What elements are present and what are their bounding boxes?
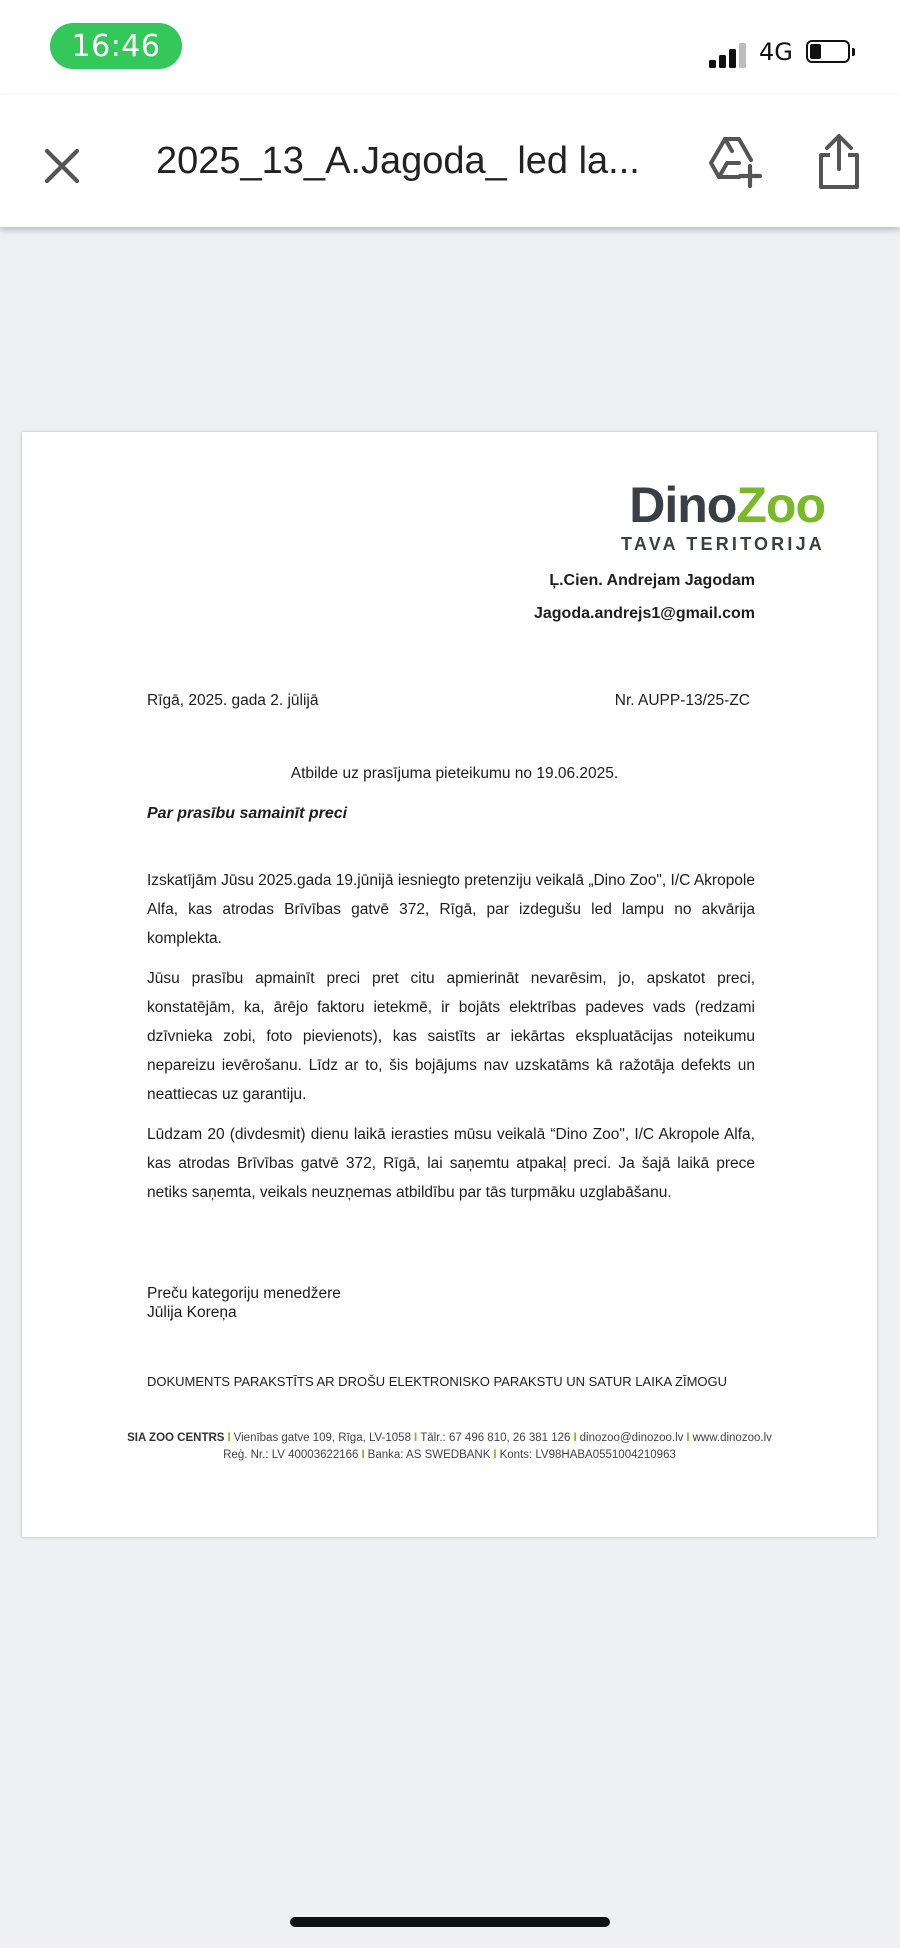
recipient-email: Jagoda.andrejs1@gmail.com (533, 605, 755, 622)
network-type: 4G (759, 38, 793, 66)
clock-time: 16:46 (50, 23, 182, 69)
battery-icon (806, 40, 856, 65)
share-button[interactable] (815, 133, 863, 191)
add-to-drive-icon (707, 135, 763, 189)
letter-body (147, 866, 755, 1218)
close-icon (38, 142, 86, 190)
company-footer: SIA ZOO CENTRS I Vienības gatve 109, Rīga, LV-1058 I Tālr.: 67 496 810, 26 381 126 I dinozoo@dinozoo.lv I www.dinozoo.lv Reģ. Nr.: LV 40003622166 I Banka: AS SWEDBANK I Konts: LV98HABA0551004210963 (127, 1432, 772, 1461)
footer-account: Konts: LV98HABA0551004210963 (499, 1449, 676, 1461)
footer-email: dinozoo@dinozoo.lv (579, 1432, 684, 1444)
signature-name: Jūlija Koreņa (147, 1304, 237, 1321)
recipient-name: Ļ.Cien. Andrejam Jagodam (549, 572, 755, 589)
footer-bank: Banka: AS SWEDBANK (367, 1449, 491, 1461)
status-bar (0, 0, 900, 95)
footer-company: SIA ZOO CENTRS (127, 1432, 225, 1444)
add-to-drive-button[interactable] (707, 135, 763, 189)
document-title: 2025_13_A.Jagoda_ led la... (156, 140, 640, 182)
cellular-signal-icon (709, 42, 749, 68)
logo-zoo: Zoo (736, 477, 825, 533)
footer-address: Vienības gatve 109, Rīga, LV-1058 (233, 1432, 411, 1444)
document-page (22, 432, 877, 1537)
viewer-toolbar (0, 95, 900, 227)
letter-subject: Par prasību samainīt preci (147, 805, 348, 822)
signature-block (147, 1284, 341, 1322)
home-indicator[interactable] (290, 1917, 610, 1927)
recipient-block (534, 564, 755, 630)
body-paragraph: Lūdzam 20 (divdesmit) dienu laikā ierasties mūsu veikalā “Dino Zoo", I/C Akropole Alfa, kas atrodas Brīvības gatvē 372, Rīgā, lai saņemtu atpakaļ preci. Ja šajā laikā prece netiks saņemta, veikals neuzņemas atbildību par tās turpmāku uzglabāšanu. (147, 1126, 755, 1201)
logo-dino: Dino (629, 477, 737, 533)
body-paragraph: Izskatījām Jūsu 2025.gada 19.jūnijā iesniegto pretenziju veikalā „Dino Zoo", I/C Akropole Alfa, kas atrodas Brīvības gatvē 372, Rīgā, par izdegušu led lampu no akvārija komplekta. (147, 872, 755, 947)
body-paragraph: Jūsu prasību apmainīt preci pret citu apmierināt nevarēsim, jo, apskatot preci, konstatējām, ka, ārējo faktoru ietekmē, ir bojāts elektrības padeves vads (redzami dzīvnieka zobi, foto pievienots), kas saistīts ar iekārtas ekspluatācijas noteikumu nepareizu ievērošanu. Līdz ar to, šis bojājums nav uzskatāms kā ražotāja defekts un neattiecas uz garantiju. (147, 970, 755, 1103)
e-signature-note: DOKUMENTS PARAKSTĪTS AR DROŠU ELEKTRONISKO PARAKSTU UN SATUR LAIKA ZĪMOGU (147, 1374, 728, 1389)
footer-phone: Tālr.: 67 496 810, 26 381 126 (420, 1432, 571, 1444)
signature-title: Preču kategoriju menedžere (147, 1285, 341, 1302)
close-button[interactable] (38, 142, 86, 190)
footer-reg-nr: Reģ. Nr.: LV 40003622166 (223, 1449, 359, 1461)
place-date: Rīgā, 2025. gada 2. jūlijā (147, 692, 319, 709)
share-icon (815, 133, 863, 191)
dinozoo-logo (620, 477, 825, 555)
logo-tagline: TAVA TERITORIJA (620, 534, 825, 554)
footer-website: www.dinozoo.lv (692, 1432, 772, 1444)
reply-line: Atbilde uz prasījuma pieteikumu no 19.06.2025. (290, 765, 619, 782)
reference-number: Nr. AUPP-13/25-ZC (614, 692, 750, 709)
